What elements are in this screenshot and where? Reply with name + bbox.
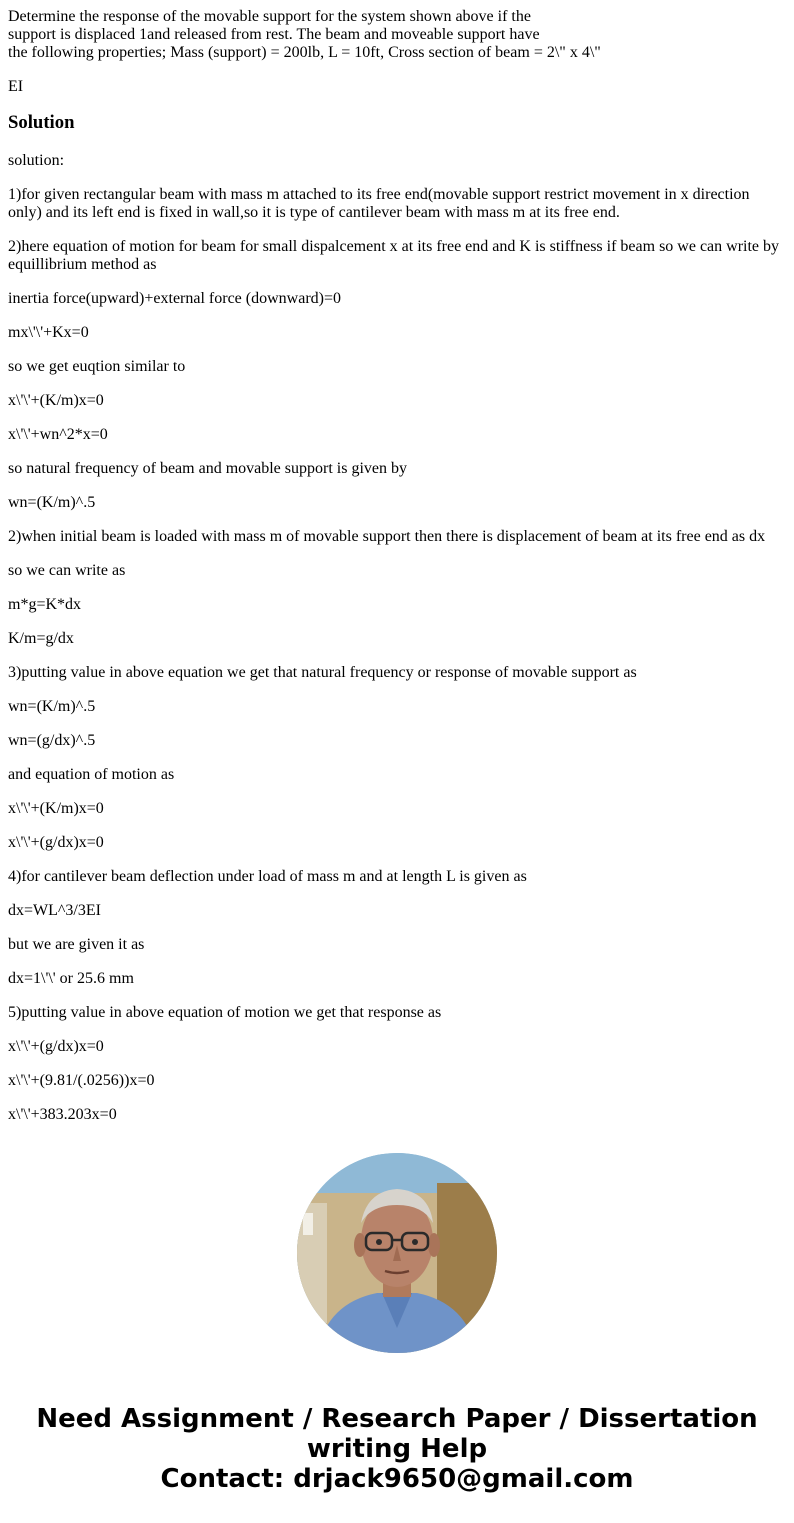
solution-steps (8, 152, 786, 1124)
solution-paragraph: wn=(K/m)^.5 (8, 494, 96, 511)
solution-paragraph: dx=WL^3/3EI (8, 902, 101, 919)
solution-paragraph: x\'\'+wn^2*x=0 (8, 426, 108, 443)
solution-heading: Solution (8, 112, 75, 133)
solution-paragraph: inertia force(upward)+external force (downward)=0 (8, 290, 341, 307)
solution-paragraph: 3)putting value in above equation we get that natural frequency or response of movable support as (8, 664, 637, 681)
solution-paragraph: wn=(g/dx)^.5 (8, 732, 96, 749)
solution-paragraph: x\'\'+(g/dx)x=0 (8, 834, 104, 851)
solution-paragraph: so we get euqtion similar to (8, 358, 186, 375)
solution-paragraph: 2)here equation of motion for beam for small dispalcement x at its free end and K is stiffness if beam so we can write by equillibrium method as (8, 238, 780, 273)
solution-paragraph: x\'\'+(9.81/(.0256))x=0 (8, 1072, 155, 1089)
solution-paragraph: 1)for given rectangular beam with mass m attached to its free end(movable support restrict movement in x direction only) and its left end is fixed in wall,so it is type of cantilever beam with mass m at its free end. (8, 186, 750, 221)
solution-paragraph: x\'\'+(g/dx)x=0 (8, 1038, 104, 1055)
author-avatar (297, 1153, 497, 1353)
solution-paragraph: but we are given it as (8, 936, 145, 953)
author-portrait-icon (297, 1153, 497, 1353)
solution-paragraph: and equation of motion as (8, 766, 175, 783)
solution-paragraph: K/m=g/dx (8, 630, 74, 647)
solution-paragraph: m*g=K*dx (8, 596, 82, 613)
solution-paragraph: 4)for cantilever beam deflection under load of mass m and at length L is given as (8, 868, 527, 885)
solution-paragraph: x\'\'+(K/m)x=0 (8, 800, 104, 817)
question-line: support is displaced 1and released from rest. The beam and moveable support have (8, 26, 540, 43)
document-body (8, 0, 786, 1140)
question-text (8, 8, 786, 62)
solution-paragraph: so we can write as (8, 562, 126, 579)
solution-paragraph: solution: (8, 152, 65, 169)
question-line: Determine the response of the movable support for the system shown above if the (8, 8, 531, 25)
question-ei: EI (8, 78, 24, 95)
solution-paragraph: x\'\'+(K/m)x=0 (8, 392, 104, 409)
question-line: the following properties; Mass (support) = 200lb, L = 10ft, Cross section of beam = 2\" x 4\" (8, 44, 601, 61)
promo-line: writing Help (306, 1434, 488, 1464)
promo-contact: Contact: drjack9650@gmail.com (160, 1464, 634, 1494)
solution-paragraph: wn=(K/m)^.5 (8, 698, 96, 715)
solution-paragraph: x\'\'+383.203x=0 (8, 1106, 117, 1123)
promo-line: Need Assignment / Research Paper / Dissertation (36, 1404, 758, 1434)
solution-paragraph: dx=1\'\' or 25.6 mm (8, 970, 134, 987)
solution-paragraph: 5)putting value in above equation of motion we get that response as (8, 1004, 442, 1021)
promo-banner (0, 1404, 794, 1494)
solution-paragraph: so natural frequency of beam and movable support is given by (8, 460, 407, 477)
solution-paragraph: 2)when initial beam is loaded with mass m of movable support then there is displacement of beam at its free end as dx (8, 528, 766, 545)
solution-paragraph: mx\'\'+Kx=0 (8, 324, 89, 341)
